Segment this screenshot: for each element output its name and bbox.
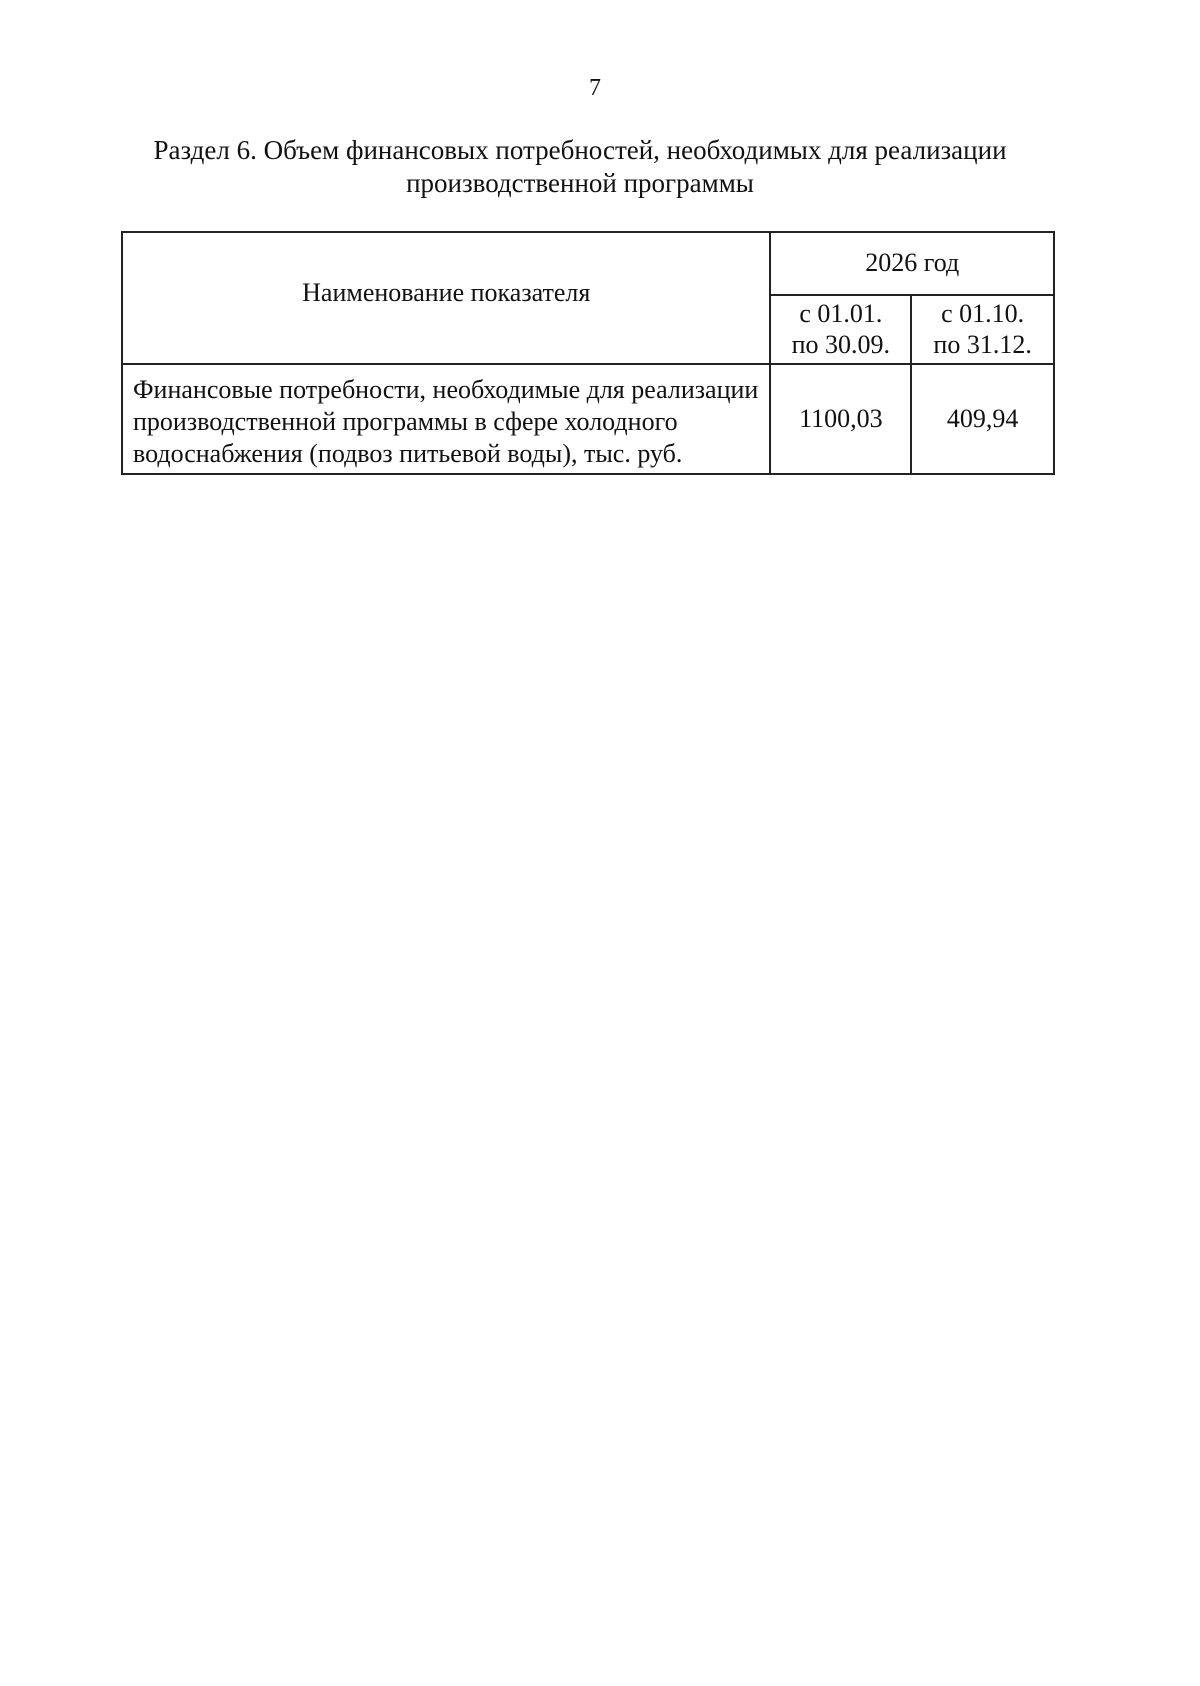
header-indicator-name: Наименование показателя: [122, 232, 770, 364]
header-period-1: [770, 295, 911, 364]
page-number: 7: [589, 75, 601, 101]
header-period-2: [911, 295, 1054, 364]
section-title-line-1: Раздел 6. Объем финансовых потребностей, необходимых для реализации: [153, 135, 1007, 165]
section-title: [120, 134, 1040, 200]
header-year: 2026 год: [770, 232, 1054, 295]
financial-needs-table: [121, 231, 1055, 475]
section-title-line-2: производственной программы: [406, 168, 754, 198]
table-header-row: [122, 232, 1054, 295]
header-period-2-to: по 31.12.: [933, 330, 1032, 360]
row-value-period-2: 409,94: [911, 364, 1054, 474]
header-period-1-to: по 30.09.: [791, 330, 891, 360]
header-period-1-from: с 01.01.: [799, 299, 883, 329]
row-value-period-1: 1100,03: [770, 364, 911, 474]
table-row: [122, 364, 1054, 474]
header-period-2-from: с 01.10.: [941, 299, 1025, 329]
row-indicator-name: Финансовые потребности, необходимые для реализации производственной программы в сфере холодного водоснабжения (подвоз питьевой воды), тыс. руб.: [122, 364, 770, 474]
